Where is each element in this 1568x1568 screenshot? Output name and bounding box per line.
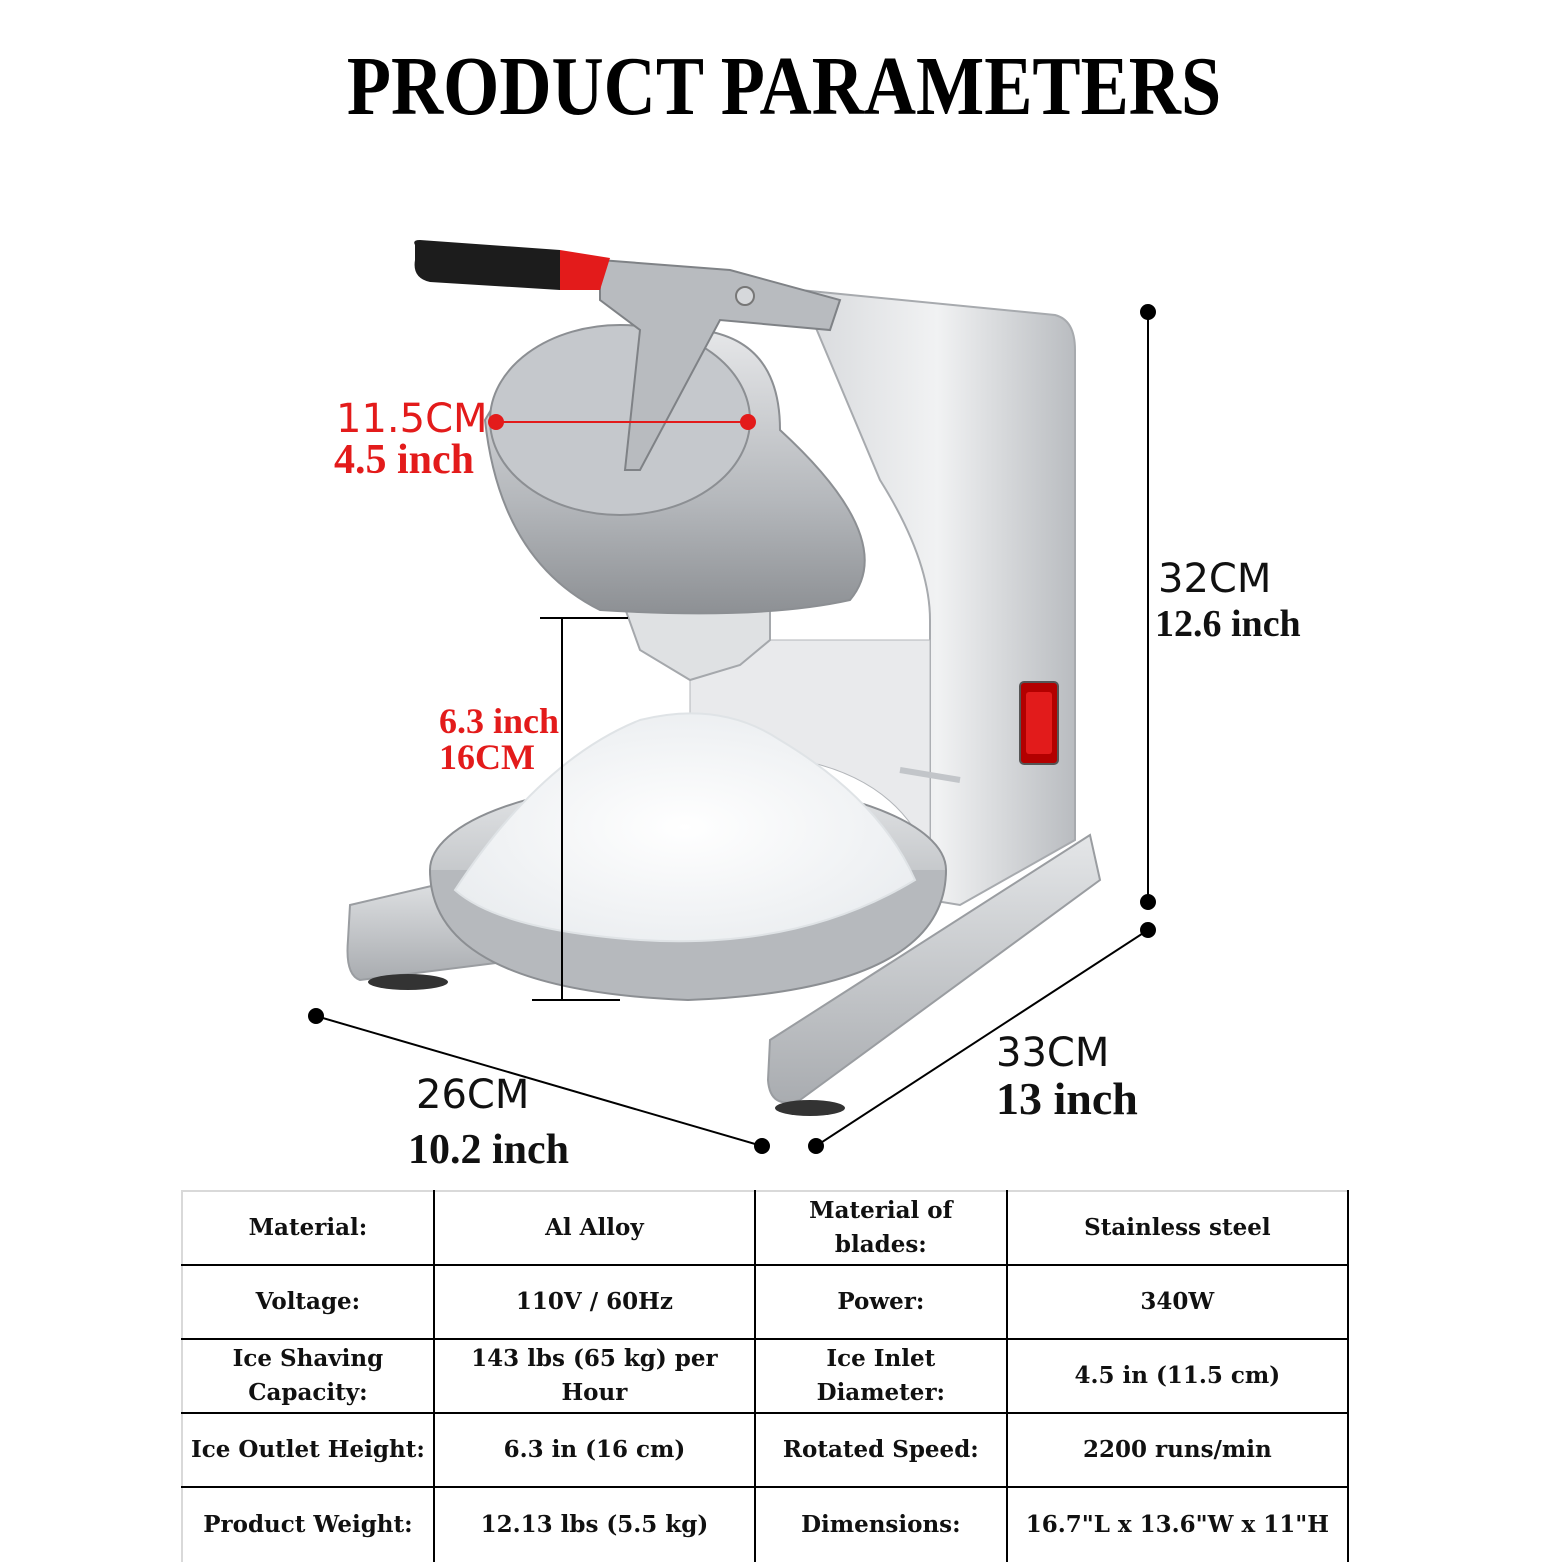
- spec-label: Product Weight:: [182, 1487, 434, 1562]
- inlet-cm-label: 11.5CM: [336, 396, 488, 442]
- table-row: [182, 1191, 1348, 1265]
- spec-value: 16.7"L x 13.6"W x 11"H: [1007, 1487, 1348, 1562]
- depth-inch-label: 13 inch: [996, 1073, 1138, 1124]
- spec-label: Material:: [182, 1191, 434, 1265]
- spec-value: 340W: [1007, 1265, 1348, 1339]
- depth-cm-label: 33CM: [996, 1030, 1110, 1076]
- width-inch-label: 10.2 inch: [408, 1127, 570, 1173]
- page-title: PRODUCT PARAMETERS: [346, 40, 1222, 133]
- spec-value: 6.3 in (16 cm): [434, 1413, 755, 1487]
- outlet-inch-label: 6.3 inch: [439, 701, 560, 741]
- spec-table: [181, 1190, 1349, 1562]
- spec-label: Ice Outlet Height:: [182, 1413, 434, 1487]
- spec-value: Al Alloy: [434, 1191, 755, 1265]
- spec-value: 2200 runs/min: [1007, 1413, 1348, 1487]
- spec-label: Power:: [755, 1265, 1007, 1339]
- spec-value: 143 lbs (65 kg) per Hour: [434, 1339, 755, 1413]
- spec-label: Material of blades:: [755, 1191, 1007, 1265]
- table-row: [182, 1339, 1348, 1413]
- height-cm-label: 32CM: [1158, 556, 1272, 602]
- spec-label: Voltage:: [182, 1265, 434, 1339]
- spec-value: Stainless steel: [1007, 1191, 1348, 1265]
- table-row: [182, 1487, 1348, 1562]
- spec-label: Rotated Speed:: [755, 1413, 1007, 1487]
- inlet-inch-label: 4.5 inch: [334, 437, 475, 483]
- handle-grip: [414, 240, 560, 290]
- spec-value: 12.13 lbs (5.5 kg): [434, 1487, 755, 1562]
- outlet-cm-label: 16CM: [439, 737, 535, 777]
- table-row: [182, 1265, 1348, 1339]
- table-row: [182, 1413, 1348, 1487]
- spec-value: 110V / 60Hz: [434, 1265, 755, 1339]
- spec-label: Dimensions:: [755, 1487, 1007, 1562]
- spec-value: 4.5 in (11.5 cm): [1007, 1339, 1348, 1413]
- width-cm-label: 26CM: [416, 1072, 530, 1118]
- height-inch-label: 12.6 inch: [1155, 603, 1301, 645]
- spec-label: Ice Inlet Diameter:: [755, 1339, 1007, 1413]
- spec-label: Ice Shaving Capacity:: [182, 1339, 434, 1413]
